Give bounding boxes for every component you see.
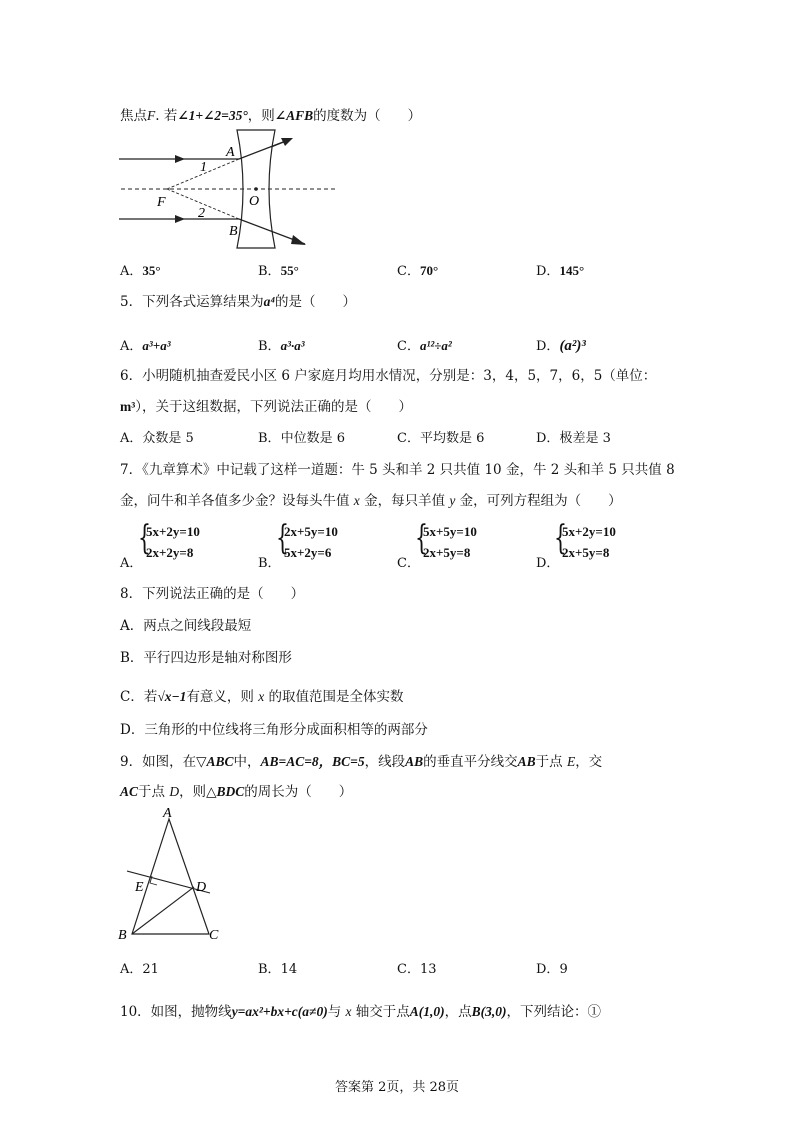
option-letter: C． (397, 556, 420, 571)
option-letter: B． (258, 962, 281, 977)
q9-option-c[interactable] (397, 958, 437, 977)
option-text: 35° (142, 263, 161, 278)
q5-option-d[interactable] (536, 335, 586, 355)
option-letter: C． (397, 339, 420, 354)
q7-line2-a: 金，问牛和羊各值多少金？设每头牛值 (120, 493, 354, 509)
q9-line2 (120, 780, 352, 800)
page-footer: 答案第 2页，共 28页 (334, 1080, 460, 1095)
q6-option-a[interactable] (120, 427, 194, 446)
equation-system (284, 521, 338, 563)
q9-i: 的周长为（ ） (244, 784, 353, 800)
q6-option-c[interactable] (397, 427, 484, 446)
label-2: 2 (198, 206, 205, 221)
q6-line1: 6．小明随机抽查爱民小区 6 户家庭月均用水情况，分别是：3，4，5，7，6，5（单位： (120, 368, 657, 384)
label-F: F (157, 195, 166, 210)
option-letter: A． (120, 339, 143, 354)
option-text: 众数是 5 (142, 431, 194, 446)
option-letter: D． (536, 339, 560, 354)
q5-option-b[interactable] (258, 335, 305, 354)
option-letter: C． (397, 431, 420, 446)
q4-option-c[interactable] (397, 260, 438, 279)
q4-stem-d: 的度数为（ ） (313, 108, 422, 124)
q9-c: ，线段 (364, 754, 406, 770)
q8-c-a: C．若 (120, 689, 158, 705)
brace-icon: { (554, 518, 567, 558)
option-letter: A． (120, 962, 143, 977)
option-letter: D． (536, 264, 560, 279)
q9-tri2: △BDC (206, 784, 245, 799)
q7-line2-b: 金，每只羊值 (359, 493, 450, 509)
option-text: (a²)³ (559, 338, 586, 354)
q9-option-b[interactable] (258, 958, 297, 977)
label-1: 1 (200, 160, 207, 175)
q6-unit: m³ (120, 399, 136, 414)
option-letter: C． (397, 264, 420, 279)
q10-b: 与 (327, 1004, 346, 1020)
q8-option-d[interactable]: D．三角形的中位线将三角形分成面积相等的两部分 (120, 722, 428, 738)
eq2: 2x+5y=8 (423, 545, 471, 560)
label-O: O (249, 194, 260, 209)
q5-option-a[interactable] (120, 335, 171, 354)
arrow-bottom-out (291, 235, 306, 245)
q6-line2-text: ），关于这组数据，下列说法正确的是（ ） (135, 399, 413, 415)
option-letter: B． (258, 264, 281, 279)
eq1: 2x+5y=10 (284, 524, 338, 539)
option-letter: B． (258, 339, 281, 354)
q9-point-d: D (169, 784, 180, 799)
q5-stem-b: 的是（ ） (275, 294, 357, 310)
q8-stem: 8．下列说法正确的是（ ） (120, 586, 305, 602)
q9-ab: AB (405, 754, 424, 769)
eq2: 2x+2y=8 (146, 545, 194, 560)
arrow-bottom-in (175, 215, 185, 223)
q8-option-c[interactable] (120, 685, 404, 705)
brace-icon: { (276, 518, 289, 558)
eq1: 5x+2y=10 (146, 524, 200, 539)
q4-option-d[interactable] (536, 260, 584, 279)
q10-d: ，点 (444, 1004, 472, 1020)
q4-stem-c: ，则 (247, 108, 275, 124)
option-text: 14 (280, 962, 298, 977)
option-text: 平均数是 6 (419, 431, 485, 446)
brace-icon: { (138, 518, 151, 558)
q9-point-e: E (566, 754, 576, 769)
q10-point-b: B(3,0) (471, 1004, 507, 1019)
label-E: E (135, 880, 144, 895)
q7-x: x (353, 493, 360, 508)
equation-system (562, 521, 616, 563)
option-letter: D． (536, 556, 560, 571)
q8-c-x: x (258, 689, 265, 704)
option-text: 中位数是 6 (280, 431, 345, 446)
q9-line1 (120, 750, 602, 770)
q6-line2 (120, 395, 412, 415)
option-text: 9 (559, 962, 568, 977)
q10-expr: y=ax²+bx+c(a≠0) (231, 1004, 328, 1019)
q10-e: ，下列结论：① (506, 1004, 602, 1020)
brace-icon: { (415, 518, 428, 558)
q9-h: ，则 (179, 784, 207, 800)
triangle-abc (132, 819, 209, 934)
q9-option-d[interactable] (536, 958, 568, 977)
q5-expr: a⁴ (263, 294, 276, 309)
q9-cond: AB=AC=8，BC=5 (260, 754, 365, 769)
q7-line2 (120, 489, 622, 509)
q6-option-b[interactable] (258, 427, 345, 446)
option-letter: A． (120, 264, 143, 279)
q10-a: 10．如图，抛物线 (120, 1004, 232, 1020)
q9-e: 于点 (535, 754, 567, 770)
q9-b: 中， (233, 754, 261, 770)
option-letter: C． (397, 962, 420, 977)
q9-d: 的垂直平分线交 (423, 754, 518, 770)
eq2: 2x+5y=8 (562, 545, 610, 560)
option-text: a¹²÷a² (419, 338, 452, 353)
q10-x: x (345, 1004, 352, 1019)
q8-c-c: 的取值范围是全体实数 (264, 689, 404, 705)
label-A: A (163, 806, 172, 821)
q9-tri: ▽ABC (196, 754, 234, 769)
option-text: 70° (419, 263, 439, 278)
eq1: 5x+5y=10 (423, 524, 477, 539)
q10-point-a: A(1,0) (409, 1004, 445, 1019)
q10-line1 (120, 1000, 601, 1020)
q9-a: 9．如图，在 (120, 754, 197, 770)
label-B: B (229, 224, 238, 239)
q9-f: ，交 (575, 754, 603, 770)
q8-c-b: 有意义，则 (186, 689, 259, 705)
eq1: 5x+2y=10 (562, 524, 616, 539)
label-D: D (196, 880, 207, 895)
option-text: 55° (280, 263, 299, 278)
option-letter: A． (120, 431, 143, 446)
equation-system (146, 521, 200, 563)
q4-angle: ∠AFB (274, 108, 314, 123)
q7-line2-c: 金，可列方程组为（ ） (455, 493, 622, 509)
q4-f: F (147, 108, 156, 123)
option-letter: D． (536, 431, 560, 446)
option-text: a³+a³ (142, 338, 171, 353)
q5-stem-a: 5．下列各式运算结果为 (120, 294, 264, 310)
option-letter: A． (120, 556, 143, 571)
label-C: C (209, 928, 219, 943)
q9-option-a[interactable] (120, 958, 159, 977)
q4-option-a[interactable] (120, 260, 161, 279)
q8-c-expr: √x−1 (157, 689, 187, 704)
option-text: 145° (559, 263, 585, 278)
eq2: 5x+2y=6 (284, 545, 332, 560)
label-B: B (118, 928, 127, 943)
q9-ab2: AB (517, 754, 536, 769)
optical-center (254, 187, 258, 191)
label-A: A (226, 145, 235, 160)
q4-option-b[interactable] (258, 260, 299, 279)
q5-stem (120, 290, 356, 310)
q5-option-c[interactable] (397, 335, 452, 354)
q4-stem (120, 104, 421, 124)
q4-stem-a: 焦点 (120, 108, 147, 124)
q4-condition: ∠1+∠2=35° (177, 108, 248, 123)
q6-option-d[interactable] (536, 427, 611, 446)
equation-system (423, 521, 477, 563)
option-text: 21 (142, 962, 159, 977)
option-text: a³·a³ (280, 338, 305, 353)
q4-lens-figure (115, 127, 345, 252)
q4-stem-b: . 若 (155, 108, 178, 124)
q7-line1: 7．《九章算术》中记载了这样一道题：牛 5 头和羊 2 只共值 10 金，牛 2 头和羊 5 只共值 8 (120, 462, 675, 478)
option-letter: B． (258, 556, 281, 571)
option-text: 13 (419, 962, 437, 977)
q10-c: 轴交于点 (351, 1004, 410, 1020)
option-text: 极差是 3 (559, 431, 611, 446)
q8-option-a[interactable]: A．两点之间线段最短 (120, 618, 252, 634)
q9-triangle-figure (115, 805, 230, 945)
option-letter: B． (258, 431, 281, 446)
q9-g: 于点 (138, 784, 170, 800)
q7-y: y (449, 493, 456, 508)
option-letter: D． (536, 962, 560, 977)
arrow-top-in (175, 155, 185, 163)
q9-ac: AC (120, 784, 139, 799)
q8-option-b[interactable]: B．平行四边形是轴对称图形 (120, 650, 292, 666)
